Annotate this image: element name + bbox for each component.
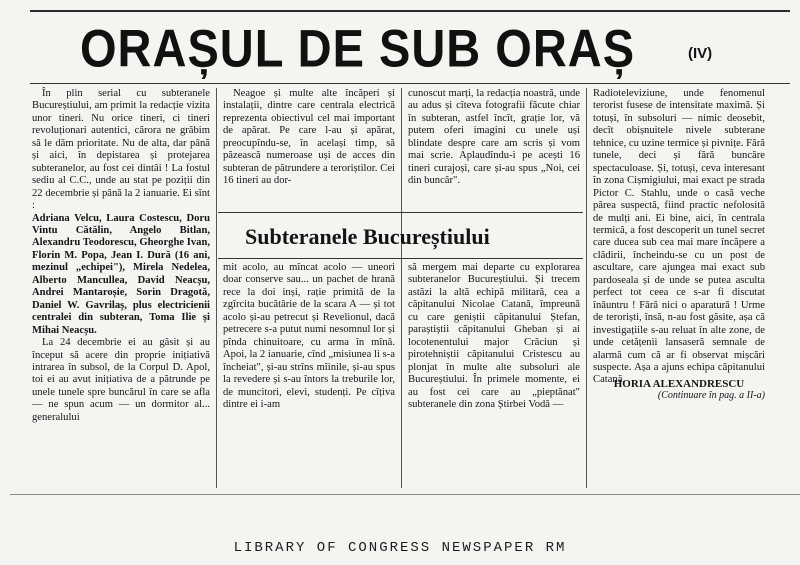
- column-2-top-text: Neagoe și multe alte încăperi și instalații, dintre care centrala electrică reprezenta obiectivul cel mai important de apărat. Pe care l-au și apărat, preocupîndu-se, în același timp, să păzească numeroase uși de acces din subteran de pătrundere a teroriștilor. Cei 16 tineri au dor-: [223, 88, 395, 187]
- column-2-bottom-text: mit acolo, au mîncat acolo — uneori doar conserve sau... un pachet de hrană rece la doi inși, rație primită de la zgîrcita bucătărie de la scara A — și tot acolo și-au petrecut și Revelionul, dacă petrecere s-a putut numi nesomnul lor și pînda chinuitoare, cu arma în mînă. Apoi, la 2 ianuarie, cînd „misiunea li s-a încheiat", și-au strîns mîinile, și-au spus la revedere și s-au întors la treburile lor, de muncitori, elevi, studenți. Pe cîțiva dintre ei i-am: [223, 262, 395, 410]
- column-1-intro: În plin serial cu subteranele Bucureștiului, am primit la redacție vizita unor tineri. Nu orice tineri, ci tineri revoluționari autentici, cărora ne grăbim să le dăm prioritate. Nu de alta, dar până și aici, în depistarea și protejarea subteranelor, au fost cei dintâi ! La fostul sediu al C.C., unde au stat pe poziții din 22 decembrie și până la 2 ianuarie. Ei sînt :: [32, 88, 210, 212]
- column-divider-1: [216, 88, 217, 488]
- continuation-note: (Continuare în pag. a II-a): [657, 390, 765, 402]
- part-number: (IV): [688, 45, 713, 62]
- column-3-top: [408, 88, 580, 208]
- subheading-rule-top: [218, 212, 583, 213]
- column-2-top: [223, 88, 395, 208]
- article-subheading: Subteranele Bucureștiului: [245, 224, 490, 249]
- clipping-bottom-edge: [10, 494, 800, 495]
- column-3-bottom: [408, 262, 580, 488]
- article-title: ORAȘUL DE SUB ORAȘ: [80, 18, 636, 78]
- column-divider-3: [586, 88, 587, 488]
- column-2-bottom: [223, 262, 395, 488]
- column-3-bottom-text: să mergem mai departe cu explorarea subteranelor Bucureștiului. Și trecem astăzi la altă echipă militară, cea a căpitanului Nicolae Catană, împreună cu care geniștii căpitanului Ștefan, paraștiștii căpitanului Gheban și ai locotenentului major Crăciun și pirotehniștii căpitanului Cristescu au plonjat în multe alte subsoluri ale Bucureștiului. În primele momente, ei au fost cei care au „pieptănat" subteranele din zona Știrbei Vodă —: [408, 262, 580, 410]
- column-4-signature: [593, 378, 765, 403]
- top-rule: [30, 10, 790, 12]
- article-byline: HORIA ALEXANDRESCU: [613, 378, 745, 390]
- column-1: [32, 88, 210, 488]
- archive-footer: LIBRARY OF CONGRESS NEWSPAPER RM: [233, 540, 567, 556]
- title-rule: [30, 83, 790, 84]
- column-3-top-text: cunoscut marți, la redacția noastră, unde au adus și cîteva fotografii făcute chiar în subteran, astfel încît, grație lor, vă putem oferi imagini cu unele uși blindate despre care am scris și vom mai scrie. Aplaudîndu-i pe acești 16 tineri curajoși, care și-au spus „Noi, cei din buncăr".: [408, 88, 580, 187]
- column-1-continued: La 24 decembrie ei au găsit și au început să acere din proprie inițiativă intrarea în subsol, de la Corpul D. Apol, toi ei au avut inițiativa de a pătrunde pe unele tunele spre buncărul în care se afla — ne spun acum — un dormitor al... generalului: [32, 337, 210, 423]
- subheading-rule-bottom: [218, 258, 583, 259]
- column-divider-2: [401, 88, 402, 488]
- column-4-text: Radioteleviziune, unde fenomenul terorist fusese de intensitate maximă. Și totuși, în subsoluri — nimic deosebit, decît obișnuitele nivele subterane tehnice, cu uzine termice și pivnițe. Fără tunele, deci și fără buncăre spectaculoase. Și, totuși, ceva interesant în zona Cișmigiului, mai exact pe strada Pictor C. Stahlu, unde o casă veche părea suspectă, fiind practic nefolosită de mulți ani. Ei bine, aici, în centrala termică, a fost descoperit un tunel secret care ducea sub cea mai mare încăpere a clădirii, încheindu-se cu un post de ascultare, care ajungea mai exact sub pardoseala și de unde se putea asculta perfect tot ceea ce s-ar fi discutat înăuntru ! Fără nici o aparatură ! Urme de teroriști, însă, n-au fost găsite, așa că investigațiile s-au reluat în alte zone, de unde cetățenii lansaseră semnale de alarmă cum că ar fi observat mișcări suspecte. Așa a ajuns echipa căpitanului Catană,: [593, 88, 765, 386]
- column-1-names: Adriana Velcu, Laura Costescu, Doru Vintu Cătălin, Angelo Bitlan, Alexandru Teodorescu, Gheorghe Ivan, Florin M. Popa, Jean I. Dură (16 ani, mezinul „echipei"), Mirela Nedelea, Alberto Mancullea, David Neacșu, Andrei Mantaroșie, Sorin Dragotă, Daniel W. Gavrilaș, plus electricienii centralei din subteran, Toma Ilie și Mihai Neacșu.: [32, 212, 210, 336]
